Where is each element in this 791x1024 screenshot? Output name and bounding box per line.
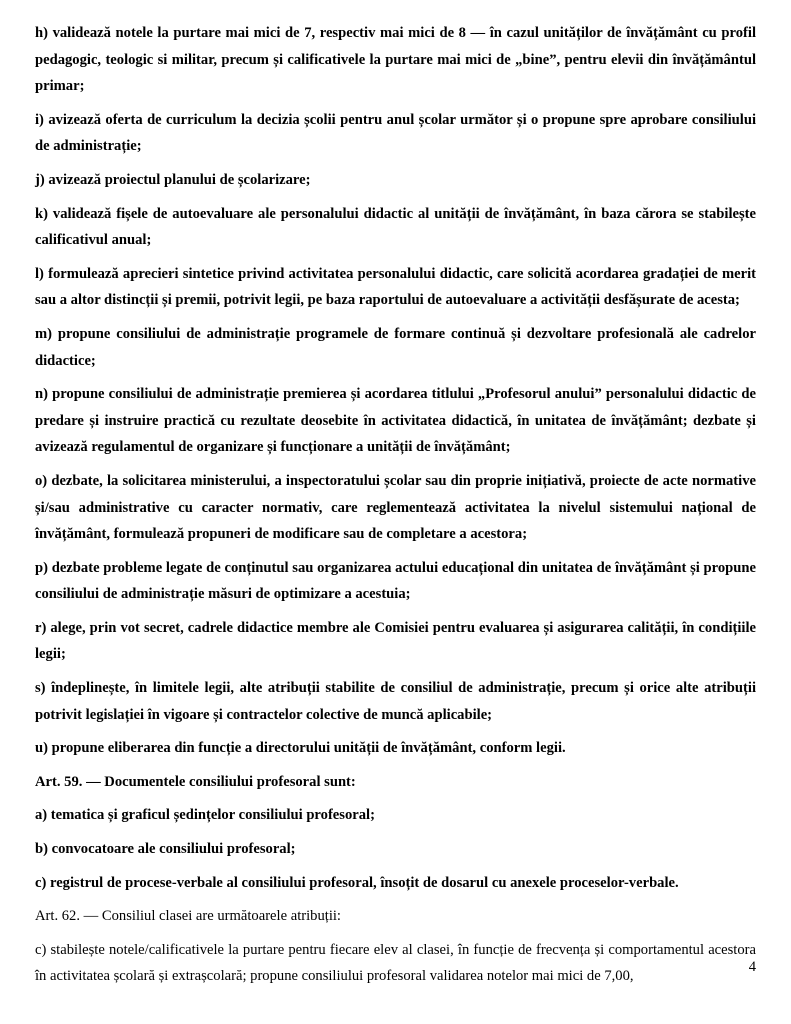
- article-59-item-c: c) registrul de procese-verbale al consiliului profesoral, însoțit de dosarul cu anexele proceselor-verbale.: [35, 874, 679, 891]
- article-59-item-b: b) convocatoare ale consiliului profesoral;: [35, 841, 296, 858]
- article-62-heading: Art. 62. — Consiliul clasei are următoarele atribuții:: [35, 908, 341, 925]
- article-59-item-a: a) tematica și graficul ședințelor consiliului profesoral;: [35, 807, 375, 824]
- page-number: 4: [748, 959, 756, 975]
- article-62-item-c: c) stabilește notele/calificativele la purtare pentru fiecare elev al clasei, în funcție de frecvența și comportamentul acestora în activitatea școlară și extrașcolară; propune consiliului profesoral validarea notelor mai mici de 7,00,: [35, 941, 756, 985]
- paragraph-s: s) îndeplinește, în limitele legii, alte atribuții stabilite de consiliul de administrație, precum și orice alte atribuții potrivit legislației în vigoare și contractelor colective de muncă aplicabile;: [35, 680, 756, 723]
- paragraph-p: p) dezbate probleme legate de conținutul sau organizarea actului educațional din unitatea de învățământ și propune consiliului de administrație măsuri de optimizare a acestuia;: [35, 559, 756, 603]
- paragraph-i: i) avizează oferta de curriculum la decizia școlii pentru anul școlar următor și o propune spre aprobare consiliului de administrație;: [35, 111, 756, 155]
- paragraph-m: m) propune consiliului de administrație programele de formare continuă și dezvoltare profesională ale cadrelor didactice;: [35, 325, 756, 369]
- paragraph-u: u) propune eliberarea din funcție a directorului unității de învățământ, conform legii.: [35, 740, 566, 757]
- paragraph-j: j) avizează proiectul planului de școlarizare;: [35, 171, 311, 188]
- article-59-heading: Art. 59. — Documentele consiliului profesoral sunt:: [35, 773, 356, 790]
- paragraph-k: k) validează fișele de autoevaluare ale personalului didactic al unității de învățământ, în baza cărora se stabilește calificativul anual;: [35, 205, 756, 249]
- paragraph-n: n) propune consiliului de administrație premierea și acordarea titlului „Profesorul anului” personalului didactic de predare și instruire practică cu rezultate deosebite în activitatea didactică, în unitatea de învățământ; dezbate și avizează regulamentul de organizare și funcționare a unității de învățământ;: [35, 386, 756, 456]
- paragraph-l: l) formulează aprecieri sintetice privind activitatea personalului didactic, care solicită acordarea gradației de merit sau a altor distincții și premii, potrivit legii, pe baza raportului de autoevaluare a activității desfășurate de acesta;: [35, 265, 756, 309]
- paragraph-o: o) dezbate, la solicitarea ministerului, a inspectoratului școlar sau din proprie inițiativă, proiecte de acte normative și/sau administrative cu caracter normativ, care reglementează activitatea la nivelul sistemului național de învățământ, formulează propuneri de modificare sau de completare a acestora;: [35, 472, 756, 543]
- paragraph-h: h) validează notele la purtare mai mici de 7, respectiv mai mici de 8 — în cazul unităților de învățământ cu profil pedagogic, teologic si militar, precum și calificativele la purtare mai mici de „bine”, pentru elevii din învățământul primar;: [35, 25, 756, 95]
- document-page: [35, 20, 756, 997]
- paragraph-r: r) alege, prin vot secret, cadrele didactice membre ale Comisiei pentru evaluarea și asigurarea calității, în condițiile legii;: [35, 619, 756, 663]
